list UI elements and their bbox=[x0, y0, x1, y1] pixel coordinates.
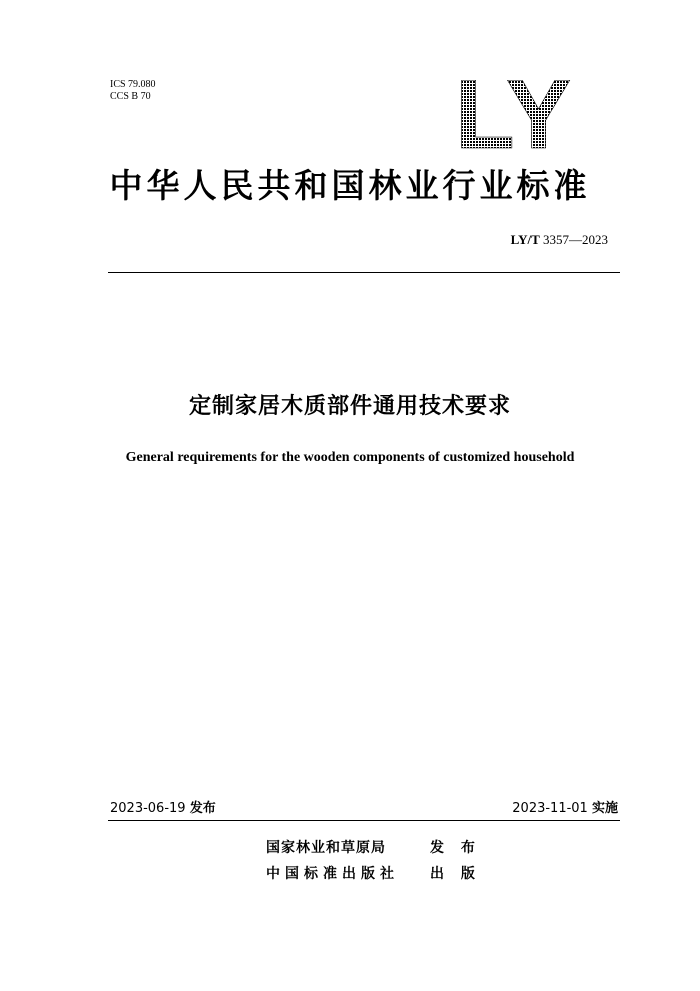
ly-logo-text: LY bbox=[455, 72, 572, 152]
ics-code: ICS 79.080 bbox=[110, 79, 156, 90]
publisher-action: 出 版 bbox=[430, 866, 481, 882]
bottom-divider bbox=[108, 820, 620, 821]
implement-date: 2023-11-01 bbox=[512, 801, 588, 816]
implement-date-block bbox=[512, 801, 618, 817]
document-title-en: General requirements for the wooden components of customized household bbox=[125, 450, 575, 465]
issuer-action: 发 布 bbox=[430, 840, 481, 856]
publish-date: 2023-06-19 bbox=[110, 801, 186, 816]
classification-codes bbox=[110, 79, 156, 103]
top-divider bbox=[108, 272, 620, 273]
ccs-code: CCS B 70 bbox=[110, 91, 151, 102]
ly-logo-graphic bbox=[455, 72, 575, 152]
standard-prefix: LY/T bbox=[510, 232, 540, 247]
publisher-name: 中国标准出版社 bbox=[266, 866, 399, 882]
document-title-cn: 定制家居木质部件通用技术要求 bbox=[188, 394, 511, 419]
issuer-name: 国家林业和草原局 bbox=[266, 840, 386, 856]
publish-label: 发布 bbox=[189, 801, 216, 816]
standard-code: 3357—2023 bbox=[543, 232, 608, 247]
publish-date-block bbox=[110, 801, 216, 817]
implement-label: 实施 bbox=[591, 801, 618, 816]
standard-number bbox=[511, 232, 608, 248]
org-title: 中华人民共和国林业行业标准 bbox=[109, 166, 591, 205]
ly-logo bbox=[455, 72, 575, 156]
